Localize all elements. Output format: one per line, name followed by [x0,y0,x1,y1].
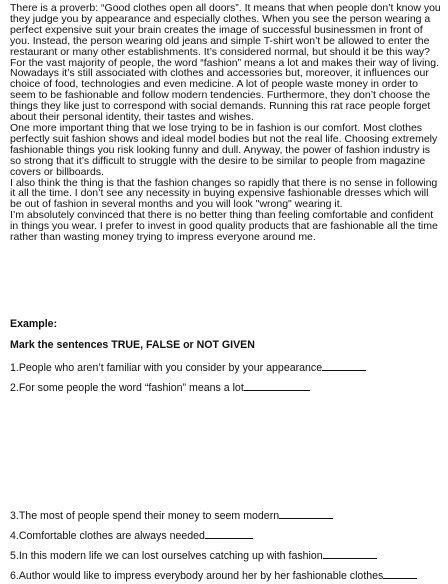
reading-passage [10,3,442,243]
paragraph: For the vast majority of people, the word “fashion” means a lot and makes their way of living. Nowadays it’s still associated with clothes and accessories but, moreover, it influences our choice of food, technologies and even medicine. A lot of people waste money in order to seem to be fashionable and follow modern tendencies. Furthermore, they don’t choose the things they like just to correspond with social demands. Running this rat race people forget about their personal identity, their tastes and wishes. [10,56,439,124]
question-6 [10,569,417,582]
question-text: 1.People who aren’t familiar with you consider by your appearance [10,362,323,374]
paragraph: One more important thing that we lose trying to be in fashion is our comfort. Most clothes perfectly suit fashion shows and ideal model bodies but not the real life. Choosing extremely fashionable things you risk looking funny and dull. Anyway, the power of fashion industry is so strong that it’s difficult to struggle with the desire to be similar to people from magazine covers or billboards. [10,121,438,178]
question-2 [10,381,310,394]
paragraph: I’m absolutely convinced that there is no better thing than feeling comfortable and confident in things you wear. I prefer to invest in good quality products that are fashionable all the time rather than wasting money trying to impress everyone around me. [10,209,438,244]
question-text: 5.In this modern life we can lost ourselves catching up with fashion [10,550,323,562]
question-text: 3.The most of people spend their money to seem modern [10,510,280,522]
answer-blank[interactable] [279,509,333,519]
answer-blank[interactable] [205,529,253,539]
question-text: 4.Comfortable clothes are always needed [10,530,205,542]
question-1 [10,361,366,374]
question-4 [10,529,253,542]
question-text: 6.Author would like to impress everybody around her by her fashionable clothes [10,570,384,582]
answer-blank[interactable] [323,549,377,559]
paragraph: There is a proverb: “Good clothes open all doors”. It means that when people don’t know you they judge you by appearance and especially clothes. When you see the person wearing a perfect expensive suit your brain creates the image of successful businessmen in front of you. Instead, the person wearing old jeans and simple T-shirt won’t be allowed to enter the restaurant or many other establishments. It’s considered normal, but should it be this way? [10,2,441,58]
instruction-heading: Mark the sentences TRUE, FALSE or NOT GIVEN [10,339,255,351]
example-heading: Example: [10,318,58,330]
paragraph: I also think the thing is that the fashion changes so rapidly that there is no sense in following it all the time. I don’t see any necessity in buying expensive fashionable dresses which will be out of fashion in several months and you will look "wrong" wearing it. [10,176,438,211]
answer-blank[interactable] [244,381,310,391]
question-3 [10,509,333,522]
answer-blank[interactable] [383,569,417,579]
answer-blank[interactable] [322,361,366,371]
question-text: 2.For some people the word “fashion” means a lot [10,382,244,394]
question-5 [10,549,377,562]
